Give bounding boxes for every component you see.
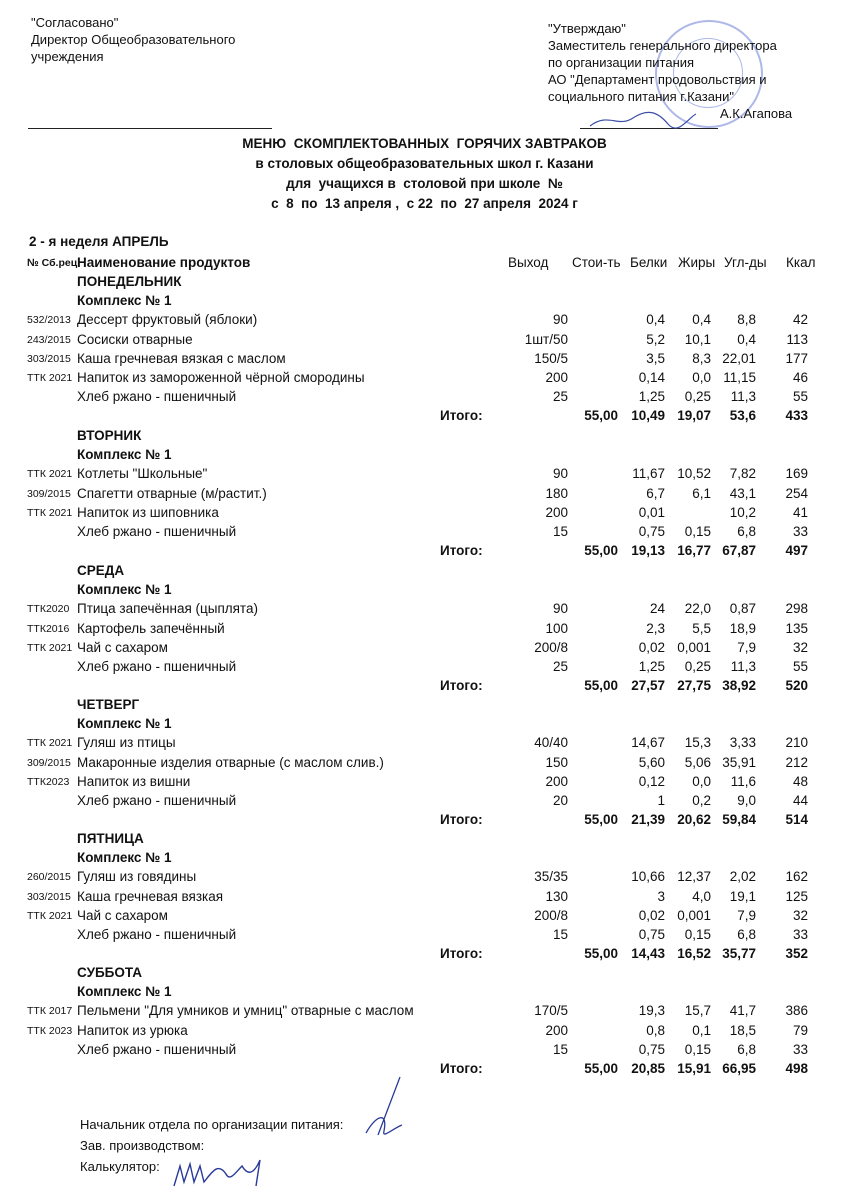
dish-name: Картофель запечённый xyxy=(77,620,225,636)
recipe-code: ТТК 2017 xyxy=(27,1005,73,1018)
protein-value: 1,25 xyxy=(638,389,665,405)
output-value: 15 xyxy=(552,1041,568,1057)
kcal-value: 386 xyxy=(785,1003,808,1019)
menu-item-row xyxy=(0,755,849,774)
head-signature xyxy=(358,1075,408,1155)
total-price: 55,00 xyxy=(584,946,618,962)
menu-item-row xyxy=(0,659,849,678)
carbs-value: 9,0 xyxy=(737,793,756,808)
protein-value: 0,75 xyxy=(638,927,665,942)
week-label: 2 - я неделя АПРЕЛЬ xyxy=(29,234,169,249)
recipe-code: ТТК 2021 xyxy=(27,372,73,384)
dish-name: Напиток из шиповника xyxy=(77,504,219,520)
approval-heading: "Согласовано" xyxy=(31,15,119,30)
fat-value: 6,1 xyxy=(692,485,711,501)
menu-item-row xyxy=(0,927,849,946)
title-line-1: МЕНЮ СКОМПЛЕКТОВАННЫХ ГОРЯЧИХ ЗАВТРАКОВ xyxy=(242,136,607,151)
protein-value: 5,60 xyxy=(638,754,665,770)
total-label: Итого: xyxy=(440,408,483,424)
total-fat: 16,77 xyxy=(677,543,711,559)
menu-item-row xyxy=(0,1042,849,1061)
protein-value: 10,66 xyxy=(631,869,665,885)
total-label: Итого: xyxy=(440,812,483,828)
kcal-value: 212 xyxy=(785,754,808,770)
day-name: ЧЕТВЕРГ xyxy=(77,697,140,712)
complex-row xyxy=(0,582,849,601)
menu-item-row xyxy=(0,466,849,485)
day-name: СУББОТА xyxy=(77,965,143,980)
document-title xyxy=(0,134,849,214)
recipe-code: 260/2015 xyxy=(27,871,71,884)
recipe-code: 532/2013 xyxy=(27,314,71,327)
recipe-code: 303/2015 xyxy=(27,890,71,903)
kcal-value: 55 xyxy=(792,389,808,405)
dish-name: Хлеб ржано - пшеничный xyxy=(77,659,237,674)
carbs-value: 0,4 xyxy=(737,331,756,347)
total-row xyxy=(0,1061,849,1080)
kcal-value: 32 xyxy=(792,907,808,923)
dish-name: Пельмени "Для умников и умниц" отварные с маслом xyxy=(77,1003,414,1019)
dish-name: Сосиски отварные xyxy=(77,331,193,347)
protein-value: 11,67 xyxy=(632,466,665,482)
menu-item-row xyxy=(0,351,849,370)
kcal-value: 42 xyxy=(792,312,808,328)
recipe-code: ТТК 2021 xyxy=(27,641,73,654)
fat-value: 0,0 xyxy=(692,370,711,385)
output-value: 200 xyxy=(545,773,568,789)
menu-item-row xyxy=(0,601,849,620)
total-carbs: 53,6 xyxy=(729,408,756,424)
signature-line-left xyxy=(28,128,272,129)
kcal-value: 33 xyxy=(792,1041,808,1057)
total-price: 55,00 xyxy=(584,1061,618,1076)
total-protein: 21,39 xyxy=(631,812,665,828)
total-protein: 19,13 xyxy=(631,543,665,559)
total-row xyxy=(0,408,849,427)
col-carbs: Угл-ды xyxy=(724,255,767,270)
recipe-code: ТТК2023 xyxy=(27,775,70,788)
day-name: ВТОРНИК xyxy=(77,428,142,443)
col-price: Стои-ть xyxy=(572,255,621,270)
kcal-value: 254 xyxy=(785,485,808,501)
complex-name: Комплекс № 1 xyxy=(77,984,172,1000)
dish-name: Чай с сахаром xyxy=(77,639,168,655)
total-price: 55,00 xyxy=(584,812,618,828)
kcal-value: 44 xyxy=(792,793,808,808)
fat-value: 0,25 xyxy=(684,659,711,674)
complex-name: Комплекс № 1 xyxy=(77,716,172,732)
protein-value: 0,01 xyxy=(638,504,665,520)
recipe-code: 243/2015 xyxy=(27,333,71,346)
menu-item-row xyxy=(0,621,849,640)
kcal-value: 177 xyxy=(785,350,808,366)
protein-value: 1 xyxy=(657,793,665,808)
fat-value: 0,25 xyxy=(684,389,711,405)
title-line-4: с 8 по 13 апреля , с 22 по 27 апреля 2024 г xyxy=(271,196,578,211)
output-value: 40/40 xyxy=(534,735,568,751)
dish-name: Каша гречневая вязкая с маслом xyxy=(77,350,286,366)
protein-value: 0,75 xyxy=(638,1041,665,1057)
total-kcal: 498 xyxy=(785,1061,808,1076)
col-name: Наименование продуктов xyxy=(77,255,251,270)
approval-block-left xyxy=(31,14,235,65)
total-kcal: 514 xyxy=(785,812,808,828)
fat-value: 22,0 xyxy=(684,601,711,617)
footer-production-head: Зав. производством: xyxy=(80,1138,205,1153)
fat-value: 8,3 xyxy=(692,350,711,366)
dish-name: Каша гречневая вязкая xyxy=(77,888,224,904)
day-row xyxy=(0,697,849,716)
total-protein: 20,85 xyxy=(631,1061,665,1076)
approve-position-cont: по организации питания xyxy=(548,55,695,70)
total-carbs: 59,84 xyxy=(722,812,756,828)
day-row xyxy=(0,428,849,447)
complex-row xyxy=(0,716,849,735)
total-fat: 15,91 xyxy=(677,1061,711,1076)
recipe-code: ТТК 2021 xyxy=(27,737,73,750)
carbs-value: 11,15 xyxy=(723,370,756,385)
col-code: № Сб.рец xyxy=(27,257,78,269)
carbs-value: 8,8 xyxy=(737,312,756,328)
carbs-value: 35,91 xyxy=(722,754,756,770)
kcal-value: 125 xyxy=(785,888,808,904)
column-header-row xyxy=(0,255,849,274)
dish-name: Напиток из вишни xyxy=(77,773,191,789)
fat-value: 0,15 xyxy=(684,1041,711,1057)
day-name: ПЯТНИЦА xyxy=(77,831,144,846)
kcal-value: 298 xyxy=(785,601,808,617)
complex-row xyxy=(0,984,849,1003)
fat-value: 0,15 xyxy=(684,524,711,539)
total-fat: 27,75 xyxy=(677,678,711,694)
dish-name: Птица запечённая (цыплята) xyxy=(77,601,258,617)
complex-name: Комплекс № 1 xyxy=(77,447,172,463)
total-carbs: 38,92 xyxy=(722,678,756,694)
total-row xyxy=(0,812,849,831)
carbs-value: 41,7 xyxy=(729,1003,756,1019)
protein-value: 19,3 xyxy=(638,1003,665,1019)
total-label: Итого: xyxy=(440,1061,483,1076)
dish-name: Хлеб ржано - пшеничный xyxy=(77,793,237,808)
carbs-value: 22,01 xyxy=(722,350,756,366)
menu-item-row xyxy=(0,793,849,812)
protein-value: 0,12 xyxy=(638,773,665,789)
kcal-value: 33 xyxy=(792,927,808,942)
protein-value: 1,25 xyxy=(638,659,665,674)
footer-calculator: Калькулятор: xyxy=(80,1159,160,1174)
fat-value: 0,1 xyxy=(692,1022,711,1038)
total-fat: 16,52 xyxy=(677,946,711,962)
protein-value: 2,3 xyxy=(646,620,665,636)
menu-item-row xyxy=(0,1023,849,1042)
total-carbs: 66,95 xyxy=(722,1061,756,1076)
output-value: 150/5 xyxy=(534,350,568,366)
complex-row xyxy=(0,293,849,312)
dish-name: Котлеты "Школьные" xyxy=(77,466,208,482)
kcal-value: 135 xyxy=(785,620,808,636)
output-value: 90 xyxy=(552,466,568,482)
output-value: 200 xyxy=(545,504,568,520)
col-protein: Белки xyxy=(630,255,668,270)
day-name: СРЕДА xyxy=(77,563,125,578)
dish-name: Хлеб ржано - пшеничный xyxy=(77,524,237,539)
dish-name: Напиток из урюка xyxy=(77,1022,188,1038)
total-protein: 27,57 xyxy=(631,678,665,694)
kcal-value: 162 xyxy=(785,869,808,885)
carbs-value: 18,5 xyxy=(729,1022,756,1038)
complex-row xyxy=(0,850,849,869)
output-value: 150 xyxy=(545,754,568,770)
dish-name: Дессерт фруктовый (яблоки) xyxy=(77,312,258,328)
total-protein: 10,49 xyxy=(631,408,665,424)
protein-value: 0,14 xyxy=(638,370,665,385)
total-kcal: 433 xyxy=(785,408,808,424)
menu-item-row xyxy=(0,869,849,888)
approval-position-cont: учреждения xyxy=(31,49,104,64)
kcal-value: 210 xyxy=(785,735,808,751)
complex-name: Комплекс № 1 xyxy=(77,293,172,309)
complex-row xyxy=(0,447,849,466)
col-output: Выход xyxy=(508,255,549,270)
recipe-code: ТТК 2021 xyxy=(27,909,73,922)
protein-value: 0,4 xyxy=(646,312,665,328)
output-value: 200 xyxy=(545,370,568,385)
approval-position: Директор Общеобразовательного xyxy=(31,32,236,47)
approve-org-cont: социального питания г.Казани" xyxy=(548,89,734,104)
total-protein: 14,43 xyxy=(631,946,665,962)
col-fat: Жиры xyxy=(678,255,716,270)
total-label: Итого: xyxy=(440,946,483,962)
kcal-value: 55 xyxy=(792,659,808,674)
dish-name: Макаронные изделия отварные (с маслом слив.) xyxy=(77,754,384,770)
output-value: 100 xyxy=(545,620,568,636)
carbs-value: 7,9 xyxy=(737,907,756,923)
total-row xyxy=(0,543,849,562)
dish-name: Чай с сахаром xyxy=(77,907,168,923)
output-value: 20 xyxy=(552,793,568,808)
approval-block-right xyxy=(548,20,792,122)
fat-value: 0,2 xyxy=(692,793,711,808)
fat-value: 15,3 xyxy=(684,735,711,751)
approve-position: Заместитель генерального директора xyxy=(548,38,777,53)
carbs-value: 11,3 xyxy=(730,389,756,405)
output-value: 200 xyxy=(545,1022,568,1038)
kcal-value: 79 xyxy=(792,1022,808,1038)
recipe-code: ТТК 2023 xyxy=(27,1024,73,1037)
carbs-value: 18,9 xyxy=(729,620,756,636)
day-row xyxy=(0,831,849,850)
total-price: 55,00 xyxy=(584,408,618,424)
col-kcal: Ккал xyxy=(786,255,816,270)
carbs-value: 10,2 xyxy=(729,504,756,520)
total-price: 55,00 xyxy=(584,678,618,694)
day-row xyxy=(0,965,849,984)
kcal-value: 48 xyxy=(792,773,808,789)
total-kcal: 352 xyxy=(785,946,808,962)
fat-value: 15,7 xyxy=(684,1003,711,1019)
output-value: 180 xyxy=(545,485,568,501)
output-value: 15 xyxy=(552,524,568,539)
total-row xyxy=(0,678,849,697)
output-value: 170/5 xyxy=(534,1003,568,1019)
output-value: 90 xyxy=(552,601,568,617)
dish-name: Хлеб ржано - пшеничный xyxy=(77,1041,237,1057)
kcal-value: 41 xyxy=(792,504,808,520)
approve-heading: "Утверждаю" xyxy=(548,21,626,36)
protein-value: 6,7 xyxy=(646,485,665,501)
day-row xyxy=(0,563,849,582)
approver-signature xyxy=(588,108,698,132)
protein-value: 14,67 xyxy=(631,735,665,751)
dish-name: Напиток из замороженной чёрной смородины xyxy=(77,370,365,385)
protein-value: 0,02 xyxy=(638,639,665,655)
fat-value: 10,52 xyxy=(677,466,711,482)
kcal-value: 169 xyxy=(785,466,808,482)
total-row xyxy=(0,946,849,965)
menu-item-row xyxy=(0,332,849,351)
carbs-value: 2,02 xyxy=(729,869,756,885)
day-name: ПОНЕДЕЛЬНИК xyxy=(77,274,182,289)
output-value: 15 xyxy=(552,927,568,942)
fat-value: 0,001 xyxy=(677,907,711,923)
protein-value: 3,5 xyxy=(646,350,665,366)
menu-item-row xyxy=(0,505,849,524)
protein-value: 0,75 xyxy=(638,524,665,539)
fat-value: 12,37 xyxy=(677,869,711,885)
total-carbs: 35,77 xyxy=(722,946,756,962)
carbs-value: 7,82 xyxy=(729,466,756,482)
recipe-code: ТТК2020 xyxy=(27,603,70,616)
menu-item-row xyxy=(0,908,849,927)
menu-item-row xyxy=(0,312,849,331)
kcal-value: 46 xyxy=(792,370,808,385)
kcal-value: 33 xyxy=(792,524,808,539)
fat-value: 10,1 xyxy=(684,331,711,347)
fat-value: 4,0 xyxy=(692,888,711,904)
dish-name: Хлеб ржано - пшеничный xyxy=(77,927,237,942)
protein-value: 0,02 xyxy=(638,907,665,923)
menu-item-row xyxy=(0,524,849,543)
output-value: 25 xyxy=(552,389,568,405)
output-value: 130 xyxy=(545,888,568,904)
menu-item-row xyxy=(0,735,849,754)
menu-item-row xyxy=(0,389,849,408)
menu-item-row xyxy=(0,640,849,659)
recipe-code: 303/2015 xyxy=(27,352,71,365)
fat-value: 5,06 xyxy=(684,754,711,770)
carbs-value: 11,3 xyxy=(730,659,756,674)
title-line-2: в столовых общеобразовательных школ г. Казани xyxy=(255,156,594,171)
output-value: 90 xyxy=(552,312,568,328)
kcal-value: 113 xyxy=(786,331,808,347)
protein-value: 5,2 xyxy=(646,331,665,347)
carbs-value: 11,6 xyxy=(730,773,756,789)
protein-value: 3 xyxy=(657,888,665,904)
output-value: 200/8 xyxy=(534,639,568,655)
carbs-value: 3,33 xyxy=(729,735,756,751)
day-row xyxy=(0,274,849,293)
kcal-value: 32 xyxy=(792,639,808,655)
menu-item-row xyxy=(0,889,849,908)
menu-item-row xyxy=(0,1003,849,1022)
title-line-3: для учащихся в столовой при школе № xyxy=(286,176,563,191)
recipe-code: ТТК2016 xyxy=(27,622,70,635)
recipe-code: 309/2015 xyxy=(27,756,71,769)
carbs-value: 0,87 xyxy=(729,601,756,617)
complex-name: Комплекс № 1 xyxy=(77,582,172,598)
footer-head-of-dept: Начальник отдела по организации питания: xyxy=(80,1117,344,1132)
recipe-code: 309/2015 xyxy=(27,487,71,500)
carbs-value: 6,8 xyxy=(737,524,756,539)
total-label: Итого: xyxy=(440,543,483,559)
menu-item-row xyxy=(0,370,849,389)
menu-item-row xyxy=(0,486,849,505)
carbs-value: 19,1 xyxy=(729,888,756,904)
fat-value: 0,0 xyxy=(692,773,711,789)
dish-name: Гуляш из говядины xyxy=(77,869,197,885)
calculator-signature xyxy=(170,1152,275,1192)
dish-name: Хлеб ржано - пшеничный xyxy=(77,389,237,405)
output-value: 200/8 xyxy=(534,907,568,923)
carbs-value: 7,9 xyxy=(737,639,756,655)
protein-value: 24 xyxy=(649,601,665,617)
recipe-code: ТТК 2021 xyxy=(27,506,73,519)
total-fat: 19,07 xyxy=(677,408,711,424)
dish-name: Спагетти отварные (м/растит.) xyxy=(77,485,267,501)
carbs-value: 43,1 xyxy=(729,485,756,501)
total-price: 55,00 xyxy=(584,543,618,559)
output-value: 1шт/50 xyxy=(524,331,568,347)
complex-name: Комплекс № 1 xyxy=(77,850,172,866)
total-kcal: 497 xyxy=(785,543,808,559)
carbs-value: 6,8 xyxy=(737,1041,756,1057)
recipe-code: ТТК 2021 xyxy=(27,468,73,481)
fat-value: 0,4 xyxy=(692,312,711,328)
total-carbs: 67,87 xyxy=(722,543,756,559)
total-kcal: 520 xyxy=(785,678,808,694)
total-fat: 20,62 xyxy=(677,812,711,828)
dish-name: Гуляш из птицы xyxy=(77,735,176,751)
approve-signer: А.К.Агапова xyxy=(720,106,793,121)
fat-value: 0,001 xyxy=(677,639,711,655)
carbs-value: 6,8 xyxy=(737,927,756,942)
output-value: 25 xyxy=(552,659,568,674)
protein-value: 0,8 xyxy=(646,1022,665,1038)
fat-value: 0,15 xyxy=(684,927,711,942)
fat-value: 5,5 xyxy=(692,620,711,636)
menu-item-row xyxy=(0,774,849,793)
total-label: Итого: xyxy=(440,678,483,694)
approve-org: АО "Департамент продовольствия и xyxy=(548,72,767,87)
output-value: 35/35 xyxy=(534,869,568,885)
